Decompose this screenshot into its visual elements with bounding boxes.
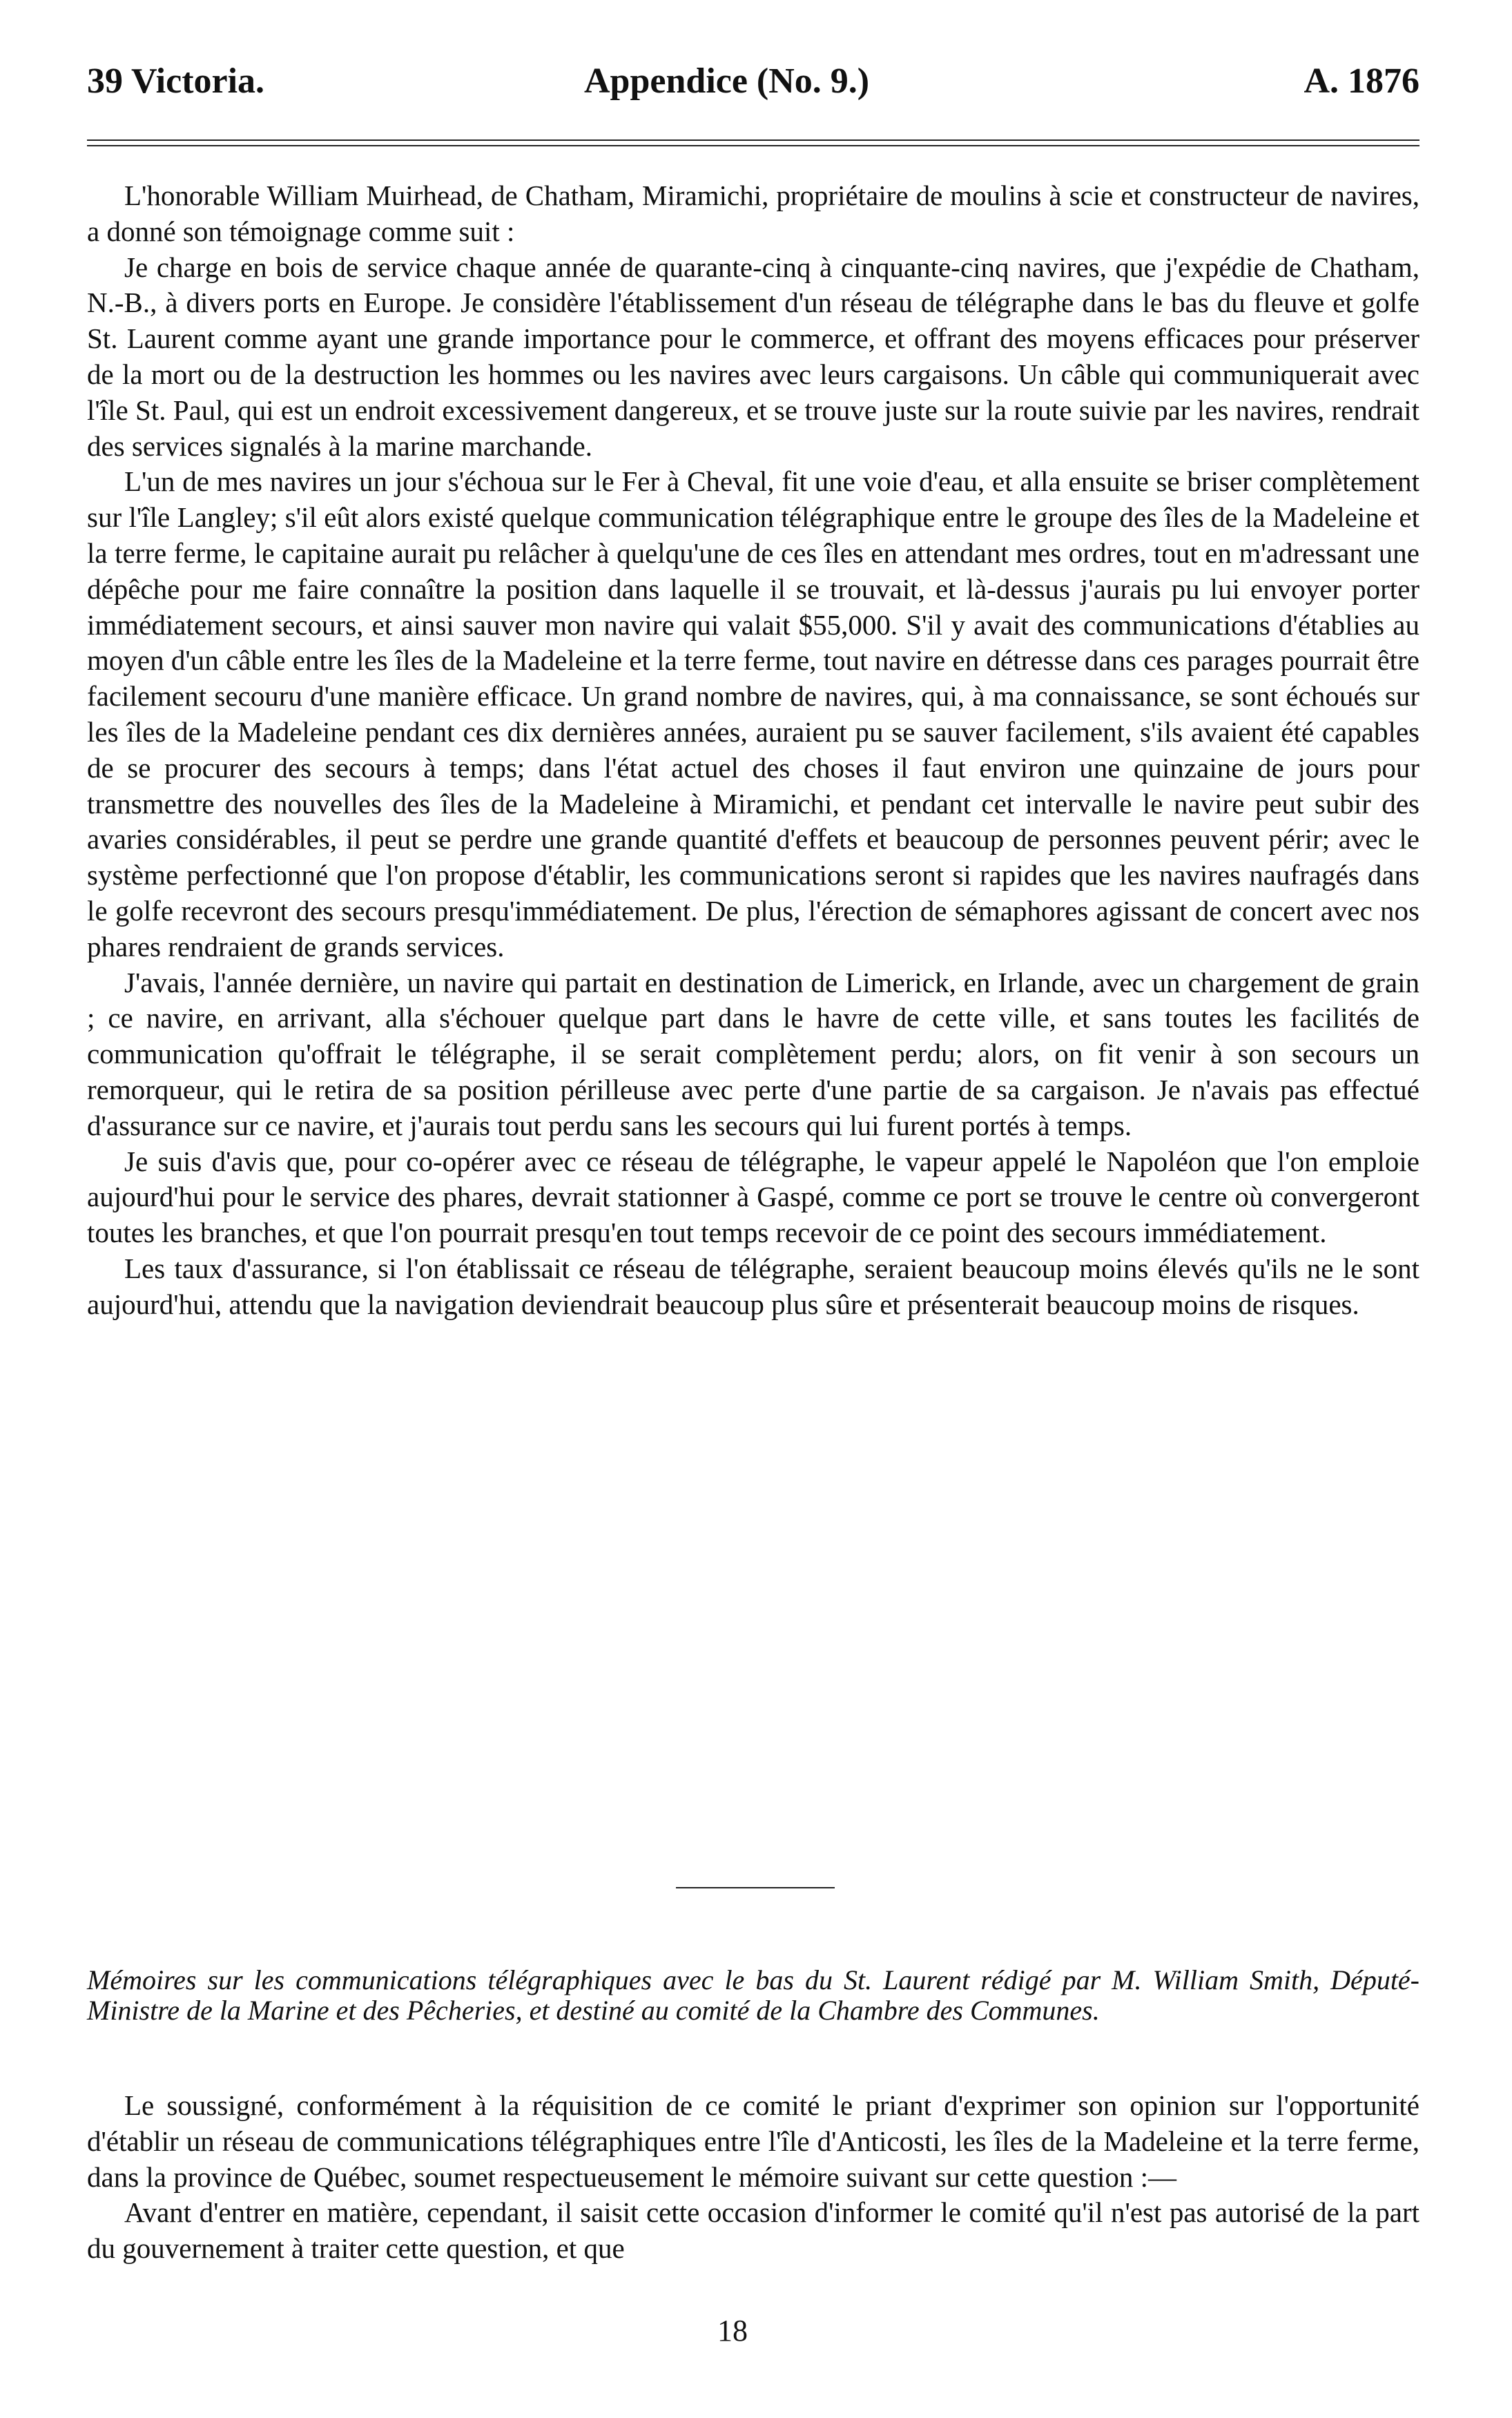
testimony-paragraph: J'avais, l'année dernière, un navire qui partait en destination de Limerick, en Irlande, avec un chargement de grain ; ce navire, en arrivant, alla s'échouer quelque part dans le havre de cette ville, et sans toutes les facilités de communication qu'offrait le télégraphe, il se serait complètement perdu; alors, on fit venir à son secours un remorqueur, qui le retira de sa position périlleuse avec perte d'une partie de sa cargaison. Je n'avais pas effectué d'assurance sur ce navire, et j'aurais tout perdu sans les secours qui lui furent portés à temps. bbox=[87, 966, 1419, 1141]
header-rule-bottom bbox=[87, 145, 1419, 146]
header-session: 39 Victoria. bbox=[87, 61, 265, 101]
testimony-paragraph: Je charge en bois de service chaque année de quarante-cinq à cinquante-cinq navires, que j'expédie de Chatham, N.-B., à divers ports en Europe. Je considère l'établissement d'un réseau de télégraphe dans le bas du fleuve et golfe St. Laurent comme ayant une grande importance pour le commerce, et offrant des moyens efficaces pour préserver de la mort ou de la destruction les hommes ou les navires avec leurs cargaisons. Un câble qui communiquerait avec l'île St. Paul, qui est un endroit excessivement dangereux, et se trouve juste sur la route suivie par les navires, rendrait des services signalés à la marine marchande. bbox=[87, 251, 1419, 462]
testimony-paragraph: Je suis d'avis que, pour co-opérer avec ce réseau de télégraphe, le vapeur appelé le Napoléon que l'on emploie aujourd'hui pour le service des phares, devrait stationner à Gaspé, comme ce port se trouve le centre où convergeront toutes les branches, et que l'on pourrait presqu'en tout temps recevoir de ce point des secours immédiatement. bbox=[87, 1145, 1419, 1249]
running-header bbox=[87, 55, 1419, 117]
testimony-paragraph: Les taux d'assurance, si l'on établissait ce réseau de télégraphe, seraient beaucoup moins élevés qu'ils ne le sont aujourd'hui, attendu que la navigation deviendrait beaucoup plus sûre et présenterait beaucoup moins de risques. bbox=[87, 1252, 1419, 1320]
memoire-paragraph: Le soussigné, conformément à la réquisition de ce comité le priant d'exprimer son opinion sur l'opportunité d'établir un réseau de communications télégraphiques entre l'île d'Anticosti, les îles de la Madeleine et la terre ferme, dans la province de Québec, soumet respectueusement le mémoire suivant sur cette question :— bbox=[87, 2089, 1419, 2193]
section-divider bbox=[676, 1887, 835, 1888]
header-year: A. 1876 bbox=[1303, 61, 1419, 101]
testimony-section bbox=[87, 178, 1419, 1323]
testimony-intro: L'honorable William Muirhead, de Chatham, Miramichi, propriétaire de moulins à scie et constructeur de navires, a donné son témoignage comme suit : bbox=[87, 180, 1419, 247]
memoire-section bbox=[87, 2088, 1419, 2267]
memoire-title: Mémoires sur les communications télégraphiques avec le bas du St. Laurent rédigé par M. William Smith, Député-Ministre de la Marine et des Pêcheries, et destiné au comité de la Chambre des Communes. bbox=[87, 1964, 1419, 2026]
document-page bbox=[87, 55, 1419, 2403]
header-appendix: Appendice (No. 9.) bbox=[584, 61, 870, 101]
testimony-paragraph: L'un de mes navires un jour s'échoua sur le Fer à Cheval, fit une voie d'eau, et alla ensuite se briser complètement sur l'île Langley; s'il eût alors existé quelque communication télégraphique entre le groupe des îles de la Madeleine et la terre ferme, le capitaine aurait pu relâcher à quelqu'une de ces îles en attendant mes ordres, tout en m'adressant une dépêche pour me faire connaître la position dans laquelle il se trouvait, et là-dessus j'aurais pu lui envoyer porter immédiatement secours, et ainsi sauver mon navire qui valait $55,000. S'il y avait des communications d'établies au moyen d'un câble entre les îles de la Madeleine et la terre ferme, tout navire en détresse dans ces parages pourrait être facilement secouru d'une manière efficace. Un grand nombre de navires, qui, à ma connaissance, se sont échoués sur les îles de la Madeleine pendant ces dix dernières années, auraient pu se sauver facilement, s'ils avaient été capables de se procurer des secours à temps; dans l'état actuel des choses il faut environ une quinzaine de jours pour transmettre des nouvelles des îles de la Madeleine à Miramichi, et pendant cet intervalle le navire peut subir des avaries considérables, il peut se perdre une grande quantité d'effets et beaucoup de personnes peuvent périr; avec le système perfectionné que l'on propose d'établir, les communications seront si rapides que les navires naufragés dans le golfe recevront des secours presqu'immédiatement. De plus, l'érection de sémaphores agissant de concert avec nos phares rendraient de grands services. bbox=[87, 465, 1419, 963]
header-rule-top bbox=[87, 139, 1419, 141]
memoire-paragraph: Avant d'entrer en matière, cependant, il saisit cette occasion d'informer le comité qu'il n'est pas autorisé de la part du gouvernement à traiter cette question, et que bbox=[87, 2196, 1419, 2265]
page-number: 18 bbox=[717, 2314, 748, 2348]
